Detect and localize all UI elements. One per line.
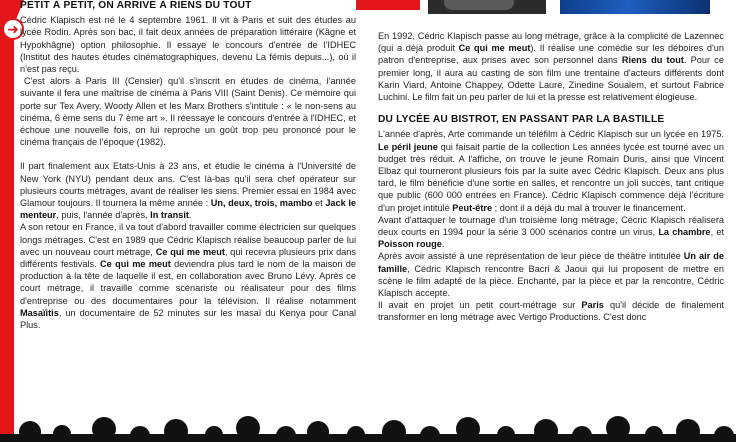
paragraph: [378, 214, 724, 251]
paragraph: [378, 250, 724, 299]
paragraph: [378, 30, 724, 103]
film-title: Poisson rouge: [378, 239, 442, 250]
film-title: Ce qui me meut: [458, 43, 531, 54]
text-run: , puis, l'année d'après,: [56, 210, 151, 221]
section-heading: PETIT À PETIT, ON ARRIVE À RIENS DU TOUT: [20, 0, 252, 11]
right-column: [378, 30, 724, 324]
place-name: Paris: [581, 300, 604, 311]
film-title: Ce qui me meut: [155, 246, 225, 257]
text-run: Avant d'attaquer le tournage d'un troisième long métrage, Cécric Klapisch réalisera deux courts en 1994 pour la série 3 000 scénarios contre un virus,: [378, 214, 724, 238]
text-run: qu'il décide de finalement transformer en long métrage avec Vertigo Productions. C'est donc: [378, 300, 724, 323]
paragraph: [378, 299, 724, 323]
film-title: Jack le menteur: [20, 198, 357, 221]
text-run: ; dont il a déjà du mal à trouver le financement.: [492, 202, 686, 213]
text-run: .: [188, 210, 192, 221]
film-title: La chambre: [658, 227, 711, 238]
section-heading: DU LYCÉE AU BISTROT, EN PASSANT PAR LA BASTILLE: [378, 114, 665, 126]
text-run: , Cédric Klapisch rencontre Bacri & Jaoui qui lui proposent de mettre en scène le film adapté de la pièce. Enchanté, par la pièce et par la rencontre, Cédric Klapisch accepte.: [378, 263, 724, 299]
film-title: Ce qui me meut: [100, 259, 171, 270]
text-run: , et: [710, 227, 724, 238]
film-title: Le péril jeune: [378, 141, 438, 152]
film-title: Un, deux, trois, mambo: [210, 198, 313, 209]
photo-detail: [444, 0, 514, 10]
text-run: Après avoir assisté à une représentation de leur pièce de théâtre intitulée: [378, 251, 684, 262]
text-run: .: [441, 239, 445, 250]
film-title: Masaïitis: [20, 307, 59, 318]
paragraph: [20, 160, 356, 221]
text-run: et: [312, 198, 326, 209]
paragraph: [20, 221, 356, 331]
film-title: Peut-être: [452, 202, 493, 213]
text-run: . Pour ce premier long, il aura au casting de son film une trentaine d'acteurs différents dont Karin Viard, Antoine Chappey, Odette Laure, Zinedine Soualem, et surtout Fabrice Luchini. Le film fait un peu parler de lui et la presse est relativement élogieuse.: [378, 55, 724, 103]
text-run: deviendra plus tard le nom de la maison de production à la tête de laquelle il est, en collaboration avec Bruno Lévy. Après ce court métrage, il travaille comme scénariste ou réalisateur pour des films d'entreprise ou des documentaires pour la télévision. Il réalise notamment: [20, 259, 356, 306]
audience-silhouettes: [0, 412, 736, 442]
photo-strip-right: [560, 0, 710, 14]
paragraph: C'est alors à Paris III (Censier) qu'il s'inscrit en études de cinéma, l'année suivante il fera une maîtrise de cinéma à Paris VIII (Saint Denis). Ce mémoire qui porte sur Tex Avery, Woody Allen et les Marx Brothers s'intitule : « le non-sens au cinéma, 6 ème sens du 7 ème art ». Il réessaye le concours d'entrée à l'IDHEC, et échoue une nouvelle fois, on lui reproche un goût trop peu prononcé pour le cinéma français de l'époque (1982).: [20, 76, 356, 148]
text-run: , un documentaire de 52 minutes sur les masaï du Kenya pour Canal Plus.: [20, 307, 356, 331]
text-run: A son retour en France, il va tout d'abord travailler comme électricien sur quelques longs métrages. C'est en 1989 que Cédric Klapisch réalise beaucoup parler de lui avec un nouveau court métrage,: [20, 222, 356, 257]
text-run: Il part finalement aux Etats-Unis à 23 ans, et étudie le cinéma à l'Université de New York (NYU) pendant deux ans. C'est là-bas qu'il sera chef opérateur sur plusieurs courts métrages, avant de réaliser les siens. Premier essai en 1984 avec Glamour toujours. Il tournera la même année :: [20, 161, 356, 209]
text-run: ). Il réalise une comédie sur les déboires d'un patron d'entreprise, aux prises avec son personnel dans: [378, 43, 724, 66]
photo-detail-blue: [560, 0, 710, 14]
red-photo-tab: [356, 0, 420, 10]
red-side-strip: [0, 0, 14, 442]
film-title: Riens du tout: [621, 55, 684, 66]
paragraph: [378, 128, 724, 213]
text-run: Il avait en projet un petit court-métrage sur: [378, 300, 582, 311]
text-run: En 1992, Cédric Klapisch passe au long métrage, grâce à la complicité de Lazennec (qui a déjà produit: [378, 31, 724, 54]
film-title: In transit: [150, 210, 189, 221]
text-run: qui faisait partie de la collection Les années lycée est tourné avec un budget très réduit. A l'affiche, on trouve le jeune Romain Duris, ainsi que Vincent Elbaz qui tourneront plusieurs fois par la suite avec Cédric Klapisch. Deux ans plus tard, le film bénéficie d'une sortie en salles, et rencontre un joli succès, tant critique que public (600 000 entrées en France). Cédric Klapisch commence déjà l'écriture d'un projet intitulé: [378, 141, 724, 213]
arrow-icon: ➜: [2, 18, 24, 40]
paragraph: Cédric Klapisch est né le 4 septembre 1961. Il vit à Paris et suit des études au lycée Rodin. Après son bac, il fait deux années de préparation littéraire (Kâgne et Hypokhâgne) option philosophie. Il essaye le concours d'entrée de l'IDHEC (Institut des hautes études cinématographiques, devenu La fémis depuis...), où il n'est pas reçu.: [20, 15, 356, 75]
left-column: [20, 0, 356, 331]
text-run: L'année d'après, Arte commande un téléfilm à Cédric Klapisch sur un lycée en 1975.: [378, 129, 724, 140]
text-run: , qui recevra plusieurs prix dans différents festivals.: [20, 246, 356, 270]
film-title: Un air de famille: [378, 251, 725, 274]
photo-strip-left: [428, 0, 546, 14]
